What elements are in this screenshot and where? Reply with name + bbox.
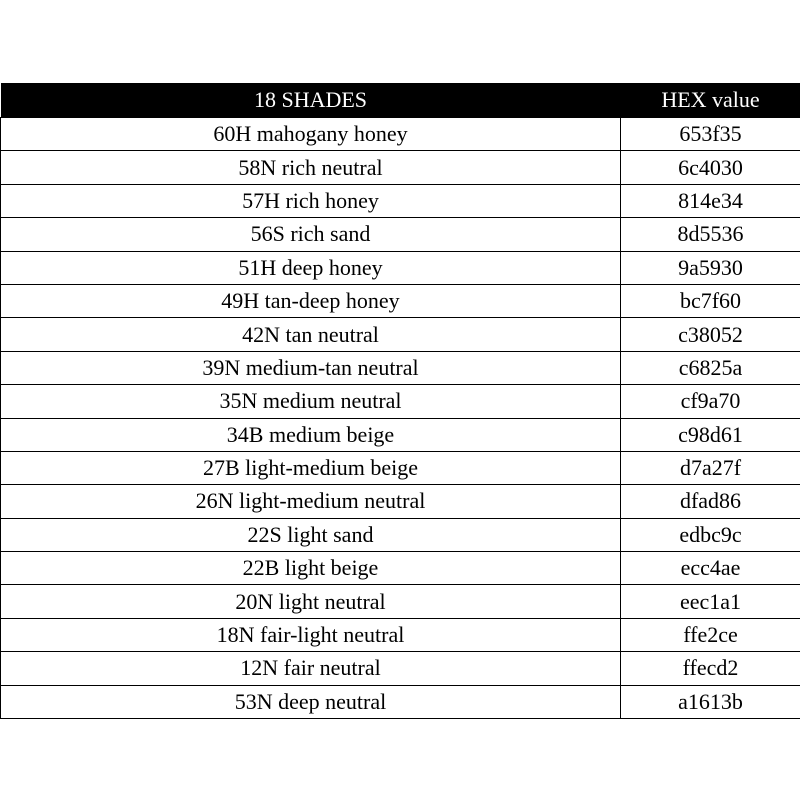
- hex-value-cell: c98d61: [621, 418, 800, 451]
- table-row: [1, 552, 800, 585]
- hex-value-cell: cf9a70: [621, 385, 800, 418]
- table-row: [1, 518, 800, 551]
- shade-table: [0, 83, 800, 719]
- hex-value-cell: d7a27f: [621, 451, 800, 484]
- shade-name-cell: 18N fair-light neutral: [1, 618, 621, 651]
- table-row: [1, 585, 800, 618]
- shade-name-cell: 58N rich neutral: [1, 151, 621, 184]
- shade-name-cell: 27B light-medium beige: [1, 451, 621, 484]
- shade-name-cell: 39N medium-tan neutral: [1, 351, 621, 384]
- shade-name-cell: 49H tan-deep honey: [1, 284, 621, 317]
- table-row: [1, 685, 800, 718]
- header-row: [1, 83, 800, 118]
- hex-value-cell: 814e34: [621, 184, 800, 217]
- table-body: [1, 118, 800, 719]
- header-shades: 18 SHADES: [1, 83, 621, 118]
- hex-value-cell: dfad86: [621, 485, 800, 518]
- table-row: [1, 318, 800, 351]
- shade-name-cell: 60H mahogany honey: [1, 118, 621, 151]
- hex-value-cell: 653f35: [621, 118, 800, 151]
- table-row: [1, 151, 800, 184]
- table-row: [1, 218, 800, 251]
- shade-name-cell: 12N fair neutral: [1, 652, 621, 685]
- hex-value-cell: edbc9c: [621, 518, 800, 551]
- table-row: [1, 284, 800, 317]
- table-row: [1, 652, 800, 685]
- shade-name-cell: 42N tan neutral: [1, 318, 621, 351]
- table-row: [1, 485, 800, 518]
- table-row: [1, 451, 800, 484]
- shade-name-cell: 57H rich honey: [1, 184, 621, 217]
- table-header: [1, 83, 800, 118]
- table-row: [1, 418, 800, 451]
- shade-name-cell: 53N deep neutral: [1, 685, 621, 718]
- hex-value-cell: c38052: [621, 318, 800, 351]
- shade-name-cell: 34B medium beige: [1, 418, 621, 451]
- table-row: [1, 351, 800, 384]
- header-hex: HEX value: [621, 83, 800, 118]
- shade-name-cell: 22B light beige: [1, 552, 621, 585]
- hex-value-cell: ecc4ae: [621, 552, 800, 585]
- hex-value-cell: 8d5536: [621, 218, 800, 251]
- table-row: [1, 385, 800, 418]
- hex-value-cell: bc7f60: [621, 284, 800, 317]
- table-row: [1, 618, 800, 651]
- shade-name-cell: 51H deep honey: [1, 251, 621, 284]
- hex-value-cell: 6c4030: [621, 151, 800, 184]
- hex-value-cell: 9a5930: [621, 251, 800, 284]
- table-row: [1, 184, 800, 217]
- shade-name-cell: 22S light sand: [1, 518, 621, 551]
- shade-name-cell: 20N light neutral: [1, 585, 621, 618]
- shade-name-cell: 56S rich sand: [1, 218, 621, 251]
- hex-value-cell: c6825a: [621, 351, 800, 384]
- hex-value-cell: ffecd2: [621, 652, 800, 685]
- hex-value-cell: eec1a1: [621, 585, 800, 618]
- table-row: [1, 251, 800, 284]
- hex-value-cell: a1613b: [621, 685, 800, 718]
- shade-name-cell: 26N light-medium neutral: [1, 485, 621, 518]
- hex-value-cell: ffe2ce: [621, 618, 800, 651]
- shade-name-cell: 35N medium neutral: [1, 385, 621, 418]
- table-row: [1, 118, 800, 151]
